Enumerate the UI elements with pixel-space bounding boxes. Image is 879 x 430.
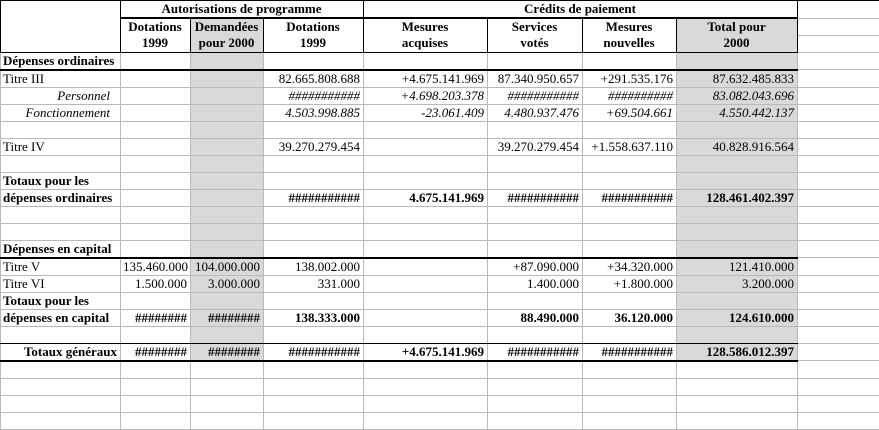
col-header-demandees-sub: pour 2000 — [191, 35, 264, 52]
cell-h: 121.410.000 — [677, 258, 798, 276]
cell-h — [677, 155, 798, 172]
empty-cell — [1, 35, 121, 52]
table-row — [1, 361, 879, 379]
cell-e — [364, 206, 488, 223]
col-header-total-2000: Total pour — [677, 18, 798, 35]
cell-e — [364, 138, 488, 155]
table-row — [1, 275, 879, 292]
cell-e — [364, 172, 488, 189]
cell-g: ########### — [583, 189, 677, 206]
empty-cell — [798, 223, 879, 240]
column-header-row-1 — [1, 18, 879, 35]
cell-c: ######## — [191, 309, 264, 326]
cell-h — [677, 395, 798, 412]
cell-c — [191, 292, 264, 309]
empty-cell — [798, 121, 879, 138]
column-header-row-2 — [1, 35, 879, 52]
cell-g: ########## — [583, 87, 677, 104]
row-label — [1, 155, 121, 172]
empty-cell — [798, 292, 879, 309]
empty-cell — [798, 70, 879, 88]
cell-e — [364, 121, 488, 138]
table-row — [1, 138, 879, 155]
cell-e: -23.061.409 — [364, 104, 488, 121]
table-row — [1, 172, 879, 189]
cell-b — [121, 292, 191, 309]
cell-e — [364, 240, 488, 258]
cell-d — [264, 412, 364, 429]
cell-g — [583, 121, 677, 138]
empty-cell — [798, 258, 879, 276]
cell-f — [488, 206, 583, 223]
cell-f: ########### — [488, 87, 583, 104]
row-label: Totaux pour les — [1, 172, 121, 189]
row-label: Totaux pour les — [1, 292, 121, 309]
empty-cell — [798, 309, 879, 326]
cell-d: 82.665.808.688 — [264, 70, 364, 88]
cell-c — [191, 138, 264, 155]
cell-c — [191, 155, 264, 172]
cell-h — [677, 52, 798, 70]
cell-b — [121, 240, 191, 258]
row-label — [1, 223, 121, 240]
col-header-mesures-acquises-sub: acquises — [364, 35, 488, 52]
row-label — [1, 395, 121, 412]
cell-c: 3.000.000 — [191, 275, 264, 292]
cell-g — [583, 223, 677, 240]
empty-cell — [798, 343, 879, 361]
cell-f: 87.340.950.657 — [488, 70, 583, 88]
cell-h: 40.828.916.564 — [677, 138, 798, 155]
cell-c: 104.000.000 — [191, 258, 264, 276]
cell-c — [191, 189, 264, 206]
cell-h — [677, 240, 798, 258]
cell-g: +291.535.176 — [583, 70, 677, 88]
cell-b — [121, 104, 191, 121]
cell-b: 135.460.000 — [121, 258, 191, 276]
cell-f — [488, 155, 583, 172]
row-label: dépenses en capital — [1, 309, 121, 326]
cell-f — [488, 326, 583, 343]
header-group-row — [1, 1, 879, 19]
cell-h: 128.461.402.397 — [677, 189, 798, 206]
cell-d: 4.503.998.885 — [264, 104, 364, 121]
cell-f — [488, 361, 583, 379]
cell-d: ########### — [264, 87, 364, 104]
empty-cell — [798, 240, 879, 258]
cell-c — [191, 70, 264, 88]
row-label: Dépenses ordinaires — [1, 52, 121, 70]
table-row — [1, 87, 879, 104]
cell-c — [191, 87, 264, 104]
cell-e: +4.675.141.969 — [364, 343, 488, 361]
col-header-demandees: Demandées — [191, 18, 264, 35]
cell-b — [121, 395, 191, 412]
row-label — [1, 412, 121, 429]
table-row — [1, 395, 879, 412]
cell-d: 331.000 — [264, 275, 364, 292]
cell-d — [264, 326, 364, 343]
table-row — [1, 258, 879, 276]
row-label: dépenses ordinaires — [1, 189, 121, 206]
cell-h — [677, 412, 798, 429]
cell-b — [121, 206, 191, 223]
row-label — [1, 378, 121, 395]
cell-g — [583, 361, 677, 379]
col-header-total-2000-sub: 2000 — [677, 35, 798, 52]
empty-cell — [798, 275, 879, 292]
cell-h — [677, 172, 798, 189]
cell-b — [121, 155, 191, 172]
cell-h: 4.550.442.137 — [677, 104, 798, 121]
cell-d — [264, 378, 364, 395]
cell-g — [583, 292, 677, 309]
cell-c — [191, 223, 264, 240]
row-label: Totaux généraux — [1, 343, 121, 361]
table-row — [1, 223, 879, 240]
cell-g — [583, 172, 677, 189]
row-label: Personnel — [1, 87, 121, 104]
cell-e: 4.675.141.969 — [364, 189, 488, 206]
cell-e — [364, 155, 488, 172]
cell-h — [677, 206, 798, 223]
cell-h — [677, 292, 798, 309]
cell-g: +1.558.637.110 — [583, 138, 677, 155]
cell-h: 124.610.000 — [677, 309, 798, 326]
cell-c — [191, 378, 264, 395]
cell-h: 3.200.000 — [677, 275, 798, 292]
cell-f — [488, 412, 583, 429]
cell-b — [121, 412, 191, 429]
col-header-dotations-ap-sub: 1999 — [121, 35, 191, 52]
cell-b — [121, 87, 191, 104]
cell-g — [583, 378, 677, 395]
cell-b — [121, 121, 191, 138]
cell-g: ########### — [583, 343, 677, 361]
table-body — [1, 52, 879, 429]
cell-g: +1.800.000 — [583, 275, 677, 292]
empty-cell — [798, 35, 879, 52]
cell-b — [121, 52, 191, 70]
cell-h — [677, 378, 798, 395]
empty-cell — [798, 87, 879, 104]
col-header-services-votes-sub: votés — [488, 35, 583, 52]
table-row — [1, 70, 879, 88]
cell-b — [121, 326, 191, 343]
cell-f — [488, 240, 583, 258]
cell-g: 36.120.000 — [583, 309, 677, 326]
col-header-mesures-nouvelles-sub: nouvelles — [583, 35, 677, 52]
cell-c — [191, 206, 264, 223]
cell-g: +34.320.000 — [583, 258, 677, 276]
table-row — [1, 240, 879, 258]
empty-cell — [798, 361, 879, 379]
cell-d: 138.333.000 — [264, 309, 364, 326]
col-header-dotations-cp-sub: 1999 — [264, 35, 364, 52]
row-label — [1, 206, 121, 223]
cell-e — [364, 309, 488, 326]
cell-e — [364, 326, 488, 343]
table-row — [1, 206, 879, 223]
table-row — [1, 412, 879, 429]
table-row — [1, 378, 879, 395]
cell-c — [191, 412, 264, 429]
cell-d — [264, 155, 364, 172]
empty-cell — [798, 104, 879, 121]
empty-cell — [798, 206, 879, 223]
row-label — [1, 361, 121, 379]
cell-b: ######## — [121, 309, 191, 326]
cell-c — [191, 326, 264, 343]
cell-d: 39.270.279.454 — [264, 138, 364, 155]
cell-d — [264, 206, 364, 223]
empty-cell — [798, 18, 879, 35]
cell-c — [191, 395, 264, 412]
cell-g — [583, 412, 677, 429]
cell-f — [488, 378, 583, 395]
cell-b: ######## — [121, 343, 191, 361]
cell-g — [583, 395, 677, 412]
cell-f — [488, 172, 583, 189]
cell-f: 39.270.279.454 — [488, 138, 583, 155]
cell-f: ########### — [488, 343, 583, 361]
cell-f: +87.090.000 — [488, 258, 583, 276]
cell-e — [364, 258, 488, 276]
cell-d: ########### — [264, 343, 364, 361]
table-row — [1, 343, 879, 361]
col-header-dotations-ap: Dotations — [121, 18, 191, 35]
table-row — [1, 155, 879, 172]
table-row — [1, 52, 879, 70]
cell-g — [583, 52, 677, 70]
cell-b — [121, 70, 191, 88]
cell-d — [264, 240, 364, 258]
table-row — [1, 104, 879, 121]
cell-f — [488, 395, 583, 412]
col-header-mesures-acquises: Mesures — [364, 18, 488, 35]
cell-b — [121, 378, 191, 395]
empty-cell — [798, 52, 879, 70]
cell-h — [677, 326, 798, 343]
cell-e — [364, 378, 488, 395]
cell-e — [364, 395, 488, 412]
table-row — [1, 326, 879, 343]
empty-cell — [798, 155, 879, 172]
cell-b: 1.500.000 — [121, 275, 191, 292]
cell-g: +69.504.661 — [583, 104, 677, 121]
cell-c — [191, 240, 264, 258]
row-label: Titre VI — [1, 275, 121, 292]
cell-c: ######## — [191, 343, 264, 361]
cell-f: ########### — [488, 189, 583, 206]
cell-c — [191, 172, 264, 189]
cell-d: 138.002.000 — [264, 258, 364, 276]
cell-f: 88.490.000 — [488, 309, 583, 326]
row-label: Titre IV — [1, 138, 121, 155]
row-label — [1, 121, 121, 138]
cell-f: 4.480.937.476 — [488, 104, 583, 121]
cell-c — [191, 104, 264, 121]
cell-c — [191, 361, 264, 379]
row-label: Titre V — [1, 258, 121, 276]
cell-g — [583, 155, 677, 172]
table-row — [1, 121, 879, 138]
cell-f: 1.400.000 — [488, 275, 583, 292]
cell-d — [264, 121, 364, 138]
cell-h: 83.082.043.696 — [677, 87, 798, 104]
cell-e — [364, 275, 488, 292]
corner-cell — [1, 1, 121, 19]
cell-f — [488, 121, 583, 138]
cell-g — [583, 240, 677, 258]
cell-b — [121, 138, 191, 155]
cell-b — [121, 223, 191, 240]
group-header-autorisations: Autorisations de programme — [121, 1, 364, 19]
cell-d — [264, 172, 364, 189]
cell-h: 87.632.485.833 — [677, 70, 798, 88]
table-row — [1, 189, 879, 206]
cell-f — [488, 292, 583, 309]
cell-d — [264, 292, 364, 309]
cell-g — [583, 206, 677, 223]
table-row — [1, 309, 879, 326]
cell-c — [191, 121, 264, 138]
cell-h — [677, 121, 798, 138]
cell-e — [364, 292, 488, 309]
cell-b — [121, 172, 191, 189]
col-header-dotations-cp: Dotations — [264, 18, 364, 35]
col-header-mesures-nouvelles: Mesures — [583, 18, 677, 35]
cell-e — [364, 412, 488, 429]
cell-e — [364, 52, 488, 70]
cell-g — [583, 326, 677, 343]
empty-cell — [798, 326, 879, 343]
cell-e: +4.675.141.969 — [364, 70, 488, 88]
cell-h: 128.586.012.397 — [677, 343, 798, 361]
empty-cell — [798, 138, 879, 155]
cell-e: +4.698.203.378 — [364, 87, 488, 104]
empty-cell — [798, 395, 879, 412]
cell-h — [677, 223, 798, 240]
row-label — [1, 326, 121, 343]
cell-d: ########### — [264, 189, 364, 206]
col-header-services-votes: Services — [488, 18, 583, 35]
empty-cell — [798, 172, 879, 189]
cell-e — [364, 361, 488, 379]
cell-f — [488, 52, 583, 70]
cell-d — [264, 223, 364, 240]
empty-cell — [1, 18, 121, 35]
cell-d — [264, 361, 364, 379]
cell-c — [191, 52, 264, 70]
empty-cell — [798, 189, 879, 206]
cell-h — [677, 361, 798, 379]
group-header-credits: Crédits de paiement — [364, 1, 798, 19]
row-label: Dépenses en capital — [1, 240, 121, 258]
row-label: Fonctionnement — [1, 104, 121, 121]
empty-cell — [798, 378, 879, 395]
table-row — [1, 292, 879, 309]
cell-b — [121, 189, 191, 206]
cell-f — [488, 223, 583, 240]
cell-d — [264, 395, 364, 412]
row-label: Titre III — [1, 70, 121, 88]
cell-b — [121, 361, 191, 379]
cell-e — [364, 223, 488, 240]
cell-d — [264, 52, 364, 70]
empty-cell — [798, 1, 879, 19]
empty-cell — [798, 412, 879, 429]
